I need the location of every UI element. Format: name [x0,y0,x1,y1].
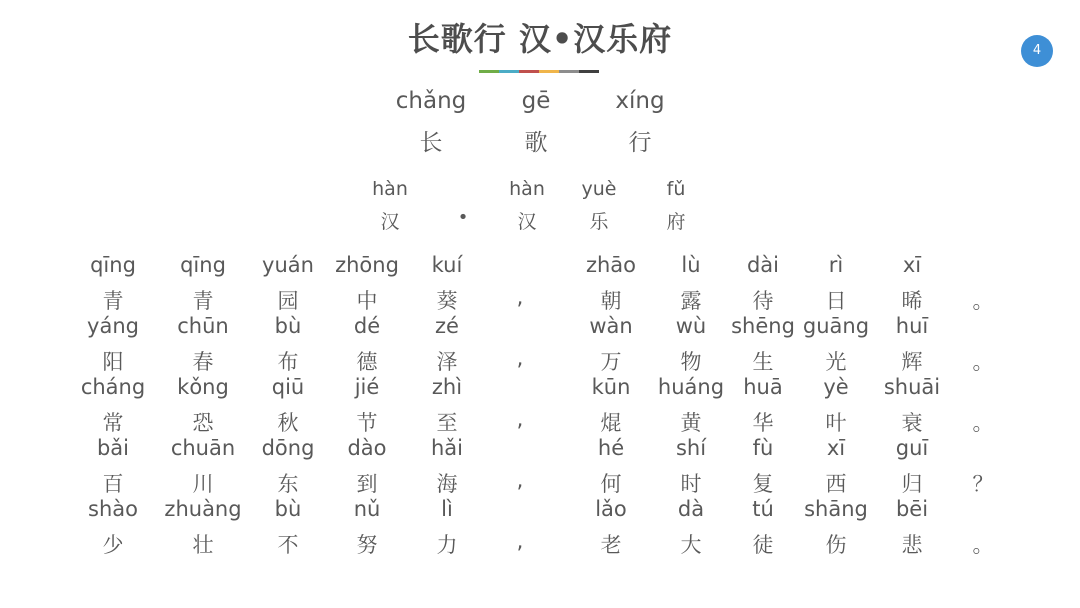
poem-char: 光 [825,350,847,374]
poem-char: 黄 [680,411,702,435]
poem-char: 时 [680,472,702,496]
poem-char: 德 [356,350,378,374]
title-pinyin: gē [521,88,551,114]
poem-pinyin: hǎi [430,436,464,460]
poem-char: 复 [752,472,774,496]
poem-pinyin: dài [746,253,780,277]
poem-comma: , [516,346,524,370]
poem-pinyin: zhì [431,375,463,399]
poem-char: 秋 [277,411,299,435]
poem-pinyin: zhuàng [164,497,242,521]
poem-pinyin: qīng [90,253,136,277]
poem-char: 伤 [825,533,847,557]
title-char: 长 [419,130,443,156]
poem-pinyin: kūn [591,375,631,399]
page-number-badge: 4 [1021,35,1053,67]
poem-pinyin: bù [274,314,302,338]
poem-char: 叶 [825,411,847,435]
poem-char: 青 [102,289,124,313]
poem-pinyin: bù [274,497,302,521]
subtitle-dot: • [457,207,469,228]
subtitle-pinyin: fǔ [666,178,686,200]
poem-pinyin: qiū [271,375,305,399]
poem-pinyin: kuí [431,253,463,277]
title-pinyin: chǎng [395,88,467,114]
subtitle-pinyin: yuè [581,178,617,200]
poem-pinyin: hé [597,436,625,460]
color-bar-segment [579,70,599,73]
color-bar-segment [479,70,499,73]
poem-pinyin: huā [743,375,783,399]
poem-pinyin: guī [895,436,929,460]
poem-char: 阳 [102,350,124,374]
poem-char: 生 [752,350,774,374]
title-char: 歌 [524,130,548,156]
poem-comma: , [516,407,524,431]
poem-pinyin: rì [828,253,844,277]
poem-char: 朝 [600,289,622,313]
poem-char: 待 [752,289,774,313]
page-title: 长歌行 汉•汉乐府 [407,20,673,58]
subtitle-char: 汉 [517,211,537,233]
poem-pinyin: shēng [731,314,795,338]
poem-char: 露 [680,289,702,313]
poem-pinyin: bēi [895,497,929,521]
poem-pinyin: dé [353,314,381,338]
color-bar-segment [519,70,539,73]
poem-pinyin: xī [826,436,846,460]
poem-char: 日 [825,289,847,313]
poem-pinyin: xī [902,253,922,277]
poem-char: 壮 [192,533,214,557]
poem-end-punctuation: 。 [972,289,994,313]
poem-pinyin: yè [823,375,849,399]
poem-char: 物 [680,350,702,374]
poem-end-punctuation: 。 [972,350,994,374]
poem-char: 万 [600,350,622,374]
poem-char: 葵 [436,289,458,313]
poem-pinyin: wù [675,314,707,338]
poem-comma: , [516,529,524,553]
title-pinyin: xíng [615,88,665,114]
poem-comma: , [516,468,524,492]
poem-pinyin: zhāo [585,253,637,277]
poem-char: 常 [102,411,124,435]
poem-char: 西 [825,472,847,496]
poem-pinyin: dōng [261,436,315,460]
poem-end-punctuation: ？ [972,472,994,496]
poem-pinyin: dà [677,497,705,521]
poem-char: 衰 [901,411,923,435]
poem-char: 大 [680,533,702,557]
poem-pinyin: nǔ [353,497,381,521]
poem-char: 少 [102,533,124,557]
subtitle-pinyin: hàn [372,178,408,200]
poem-pinyin: bǎi [96,436,130,460]
poem-char: 到 [356,472,378,496]
poem-char: 东 [277,472,299,496]
poem-pinyin: yuán [262,253,314,277]
poem-pinyin: jié [354,375,380,399]
poem-comma: , [516,285,524,309]
poem-char: 青 [192,289,214,313]
poem-char: 至 [436,411,458,435]
poem-char: 川 [192,472,214,496]
poem-char: 华 [752,411,774,435]
poem-char: 中 [356,289,378,313]
poem-pinyin: qīng [180,253,226,277]
poem-pinyin: shāng [804,497,868,521]
poem-char: 辉 [901,350,923,374]
color-bar [479,70,599,73]
poem-pinyin: cháng [80,375,146,399]
poem-pinyin: shuāi [883,375,941,399]
subtitle-char: 乐 [589,211,609,233]
color-bar-segment [539,70,559,73]
poem-pinyin: huī [895,314,929,338]
poem-pinyin: guāng [802,314,870,338]
subtitle-char: 府 [666,211,686,233]
poem-pinyin: shào [88,497,138,521]
poem-pinyin: zhōng [335,253,399,277]
poem-char: 百 [102,472,124,496]
poem-pinyin: lù [681,253,701,277]
poem-pinyin: kǒng [177,375,229,399]
poem-pinyin: yáng [87,314,139,338]
poem-pinyin: chuān [170,436,236,460]
poem-char: 晞 [901,289,923,313]
poem-char: 不 [277,533,299,557]
poem-char: 努 [356,533,378,557]
poem-char: 老 [600,533,622,557]
color-bar-segment [499,70,519,73]
poem-char: 徒 [752,533,774,557]
poem-char: 归 [901,472,923,496]
poem-char: 布 [277,350,299,374]
poem-end-punctuation: 。 [972,411,994,435]
title-char: 行 [628,130,652,156]
poem-pinyin: shí [675,436,707,460]
poem-pinyin: zé [435,314,459,338]
poem-char: 悲 [901,533,923,557]
poem-end-punctuation: 。 [972,533,994,557]
poem-char: 春 [192,350,214,374]
poem-pinyin: chūn [177,314,229,338]
poem-pinyin: dào [347,436,387,460]
poem-pinyin: lì [441,497,453,521]
poem-pinyin: wàn [589,314,633,338]
poem-char: 节 [356,411,378,435]
poem-char: 力 [436,533,458,557]
subtitle-pinyin: hàn [509,178,545,200]
poem-pinyin: fù [752,436,774,460]
poem-char: 何 [600,472,622,496]
poem-pinyin: lǎo [595,497,627,521]
subtitle-char: 汉 [380,211,400,233]
poem-char: 园 [277,289,299,313]
poem-pinyin: huáng [657,375,725,399]
poem-char: 焜 [600,411,622,435]
poem-char: 泽 [436,350,458,374]
poem-char: 恐 [192,411,214,435]
poem-char: 海 [436,472,458,496]
color-bar-segment [559,70,579,73]
poem-pinyin: tú [752,497,774,521]
